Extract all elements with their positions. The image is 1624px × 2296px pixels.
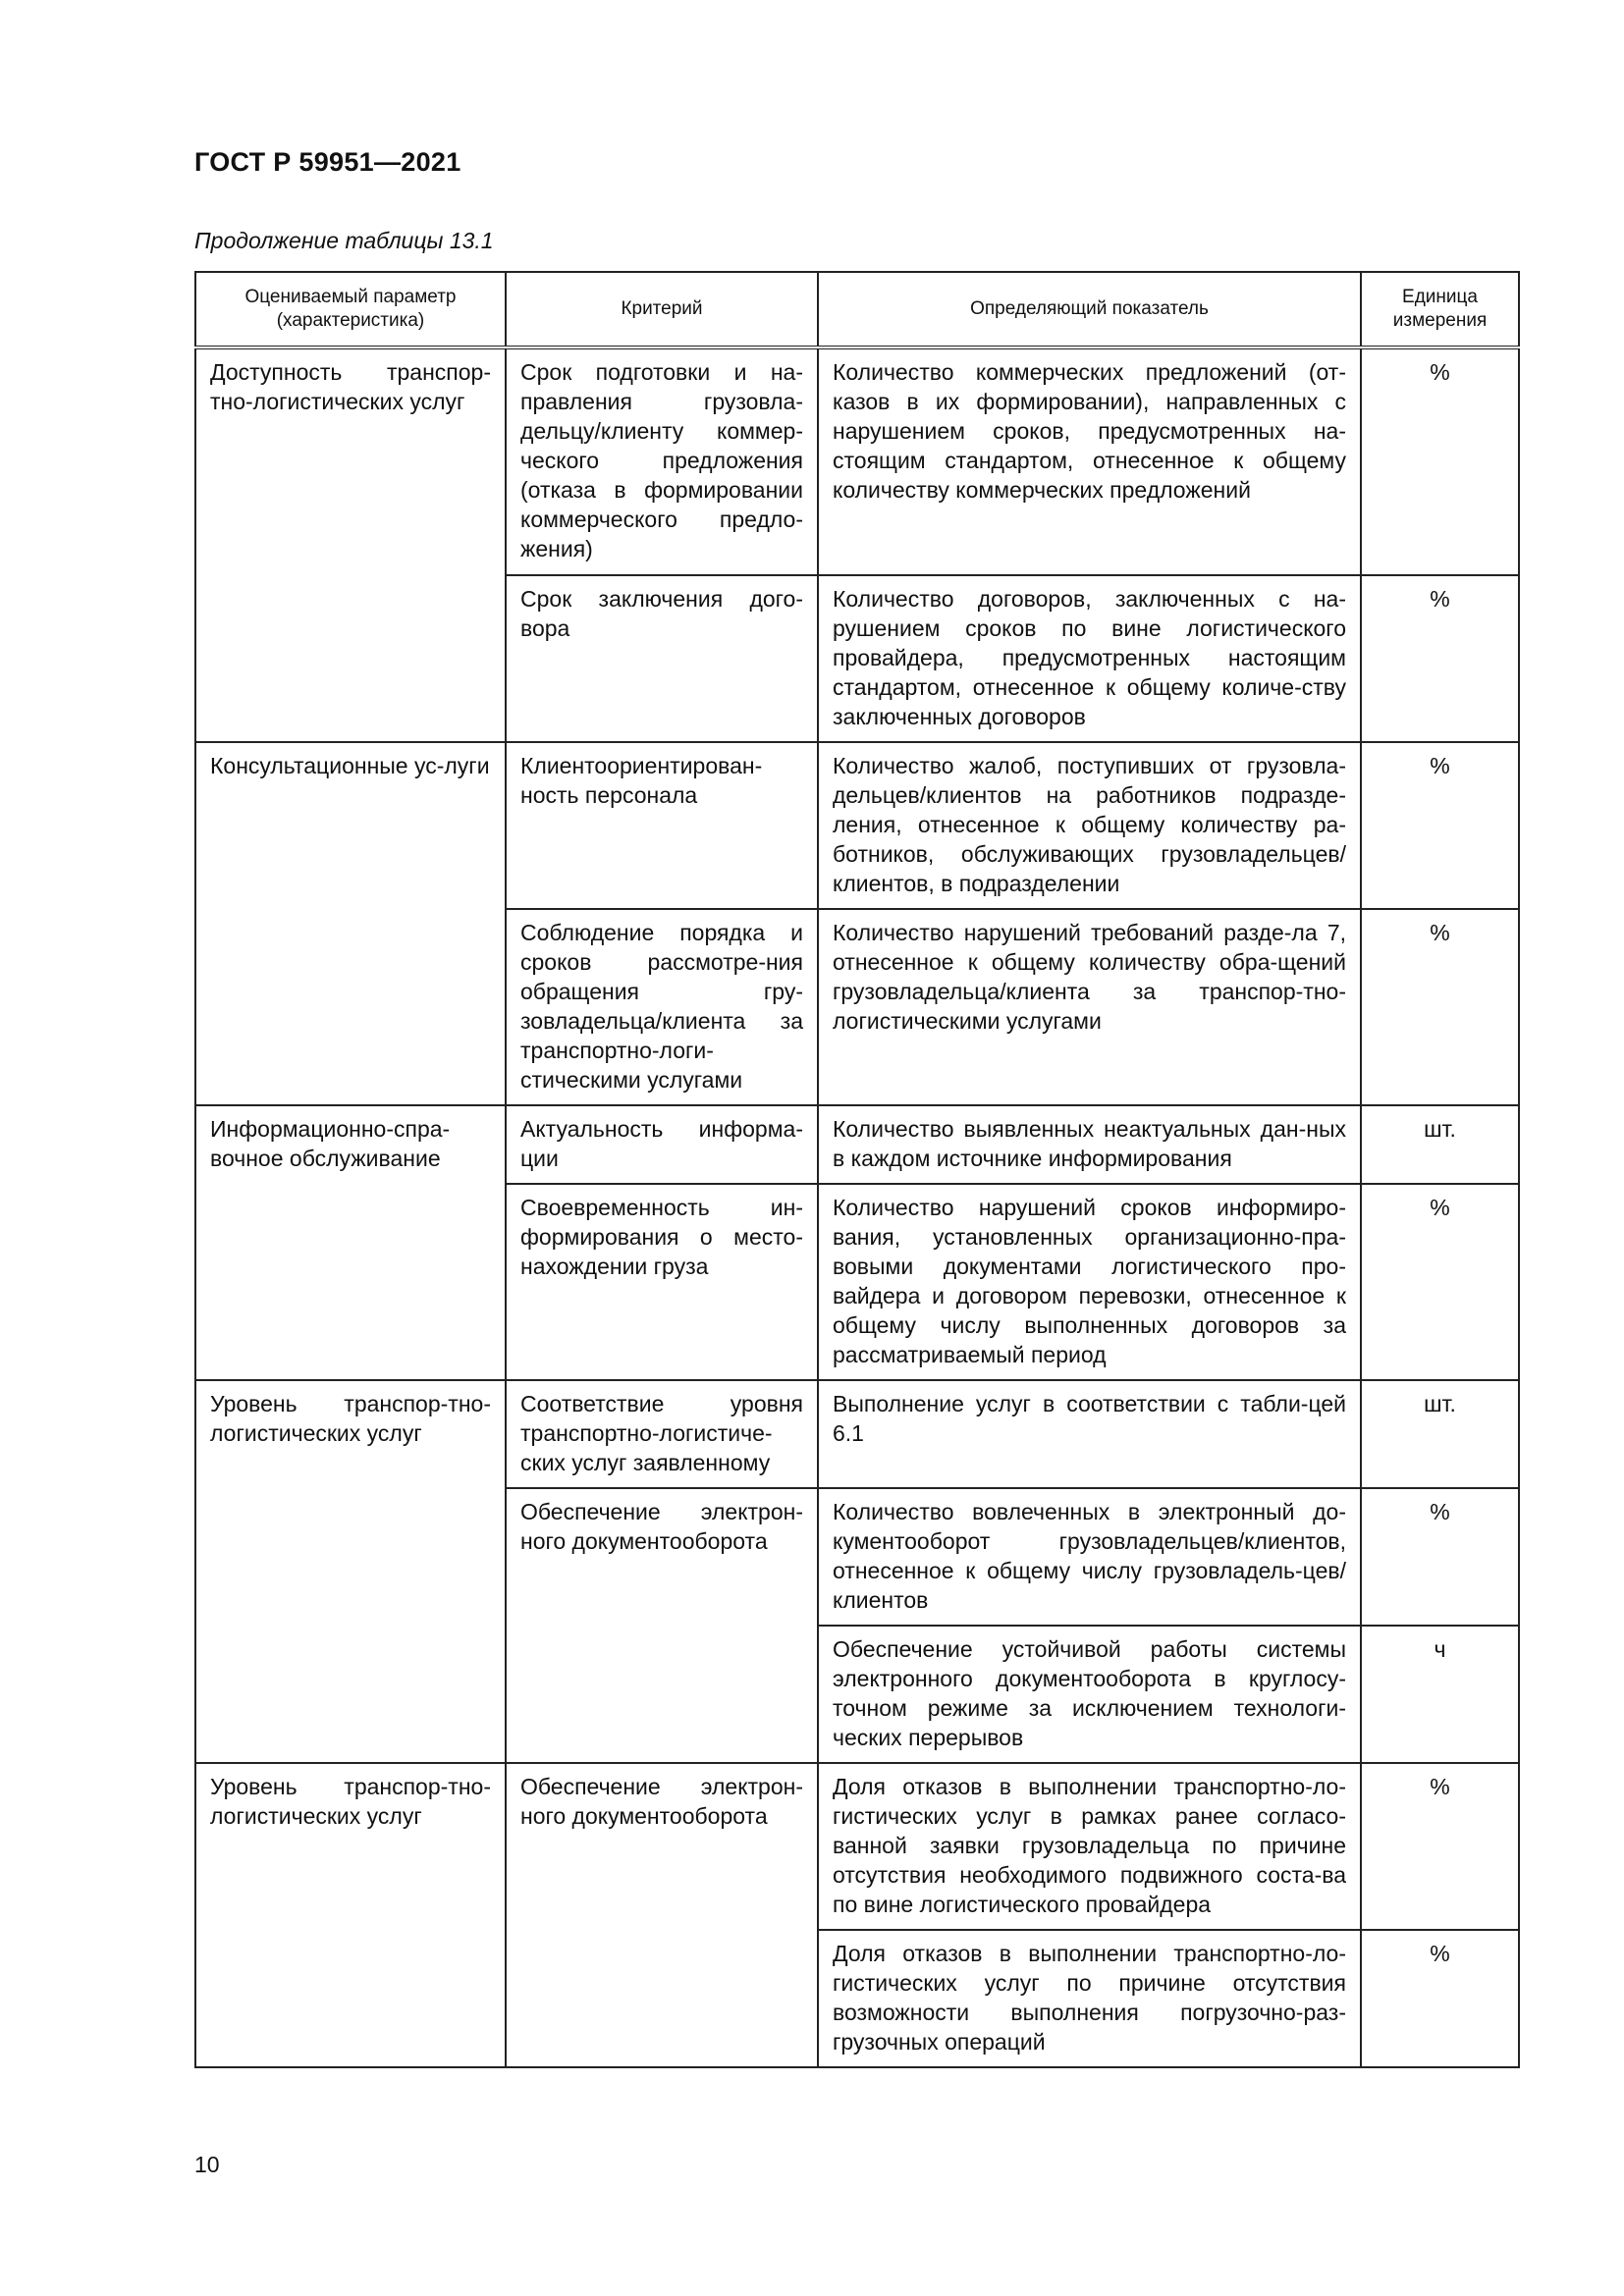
column-header-indicator: Определяющий показатель — [818, 272, 1361, 347]
indicator-cell: Выполнение услуг в соответствии с табли-цей 6.1 — [818, 1380, 1361, 1488]
indicator-cell: Количество нарушений сроков информиро-вания, установленных организационно-пра-вовыми документами логистического про-вайдера и договором перевозки, отнесенное к общему числу выполненных договоров за рассматриваемый период — [818, 1184, 1361, 1380]
unit-cell: % — [1361, 1763, 1519, 1930]
unit-cell: ч — [1361, 1626, 1519, 1763]
unit-cell: % — [1361, 1930, 1519, 2067]
unit-cell: % — [1361, 347, 1519, 575]
column-header-unit: Единица измерения — [1361, 272, 1519, 347]
unit-cell: шт. — [1361, 1105, 1519, 1184]
table-row — [195, 742, 1519, 909]
unit-cell: % — [1361, 575, 1519, 742]
criterion-cell: Срок подготовки и на-правления грузовла-дельцу/клиенту коммер-ческого предложения (отказа в формировании коммерческого предло-жения) — [506, 347, 818, 575]
criterion-cell: Соответствие уровня транспортно-логистиче-ских услуг заявленному — [506, 1380, 818, 1488]
document-header: ГОСТ Р 59951—2021 — [194, 147, 461, 177]
indicator-cell: Количество договоров, заключенных с на-рушением сроков по вине логистического провайдера, предусмотренных настоящим стандартом, отнесенное к общему количе-ству заключенных договоров — [818, 575, 1361, 742]
indicator-cell: Доля отказов в выполнении транспортно-ло-гистических услуг по причине отсутствия возможности выполнения погрузочно-раз-грузочных операций — [818, 1930, 1361, 2067]
unit-cell: шт. — [1361, 1380, 1519, 1488]
indicator-cell: Количество вовлеченных в электронный до-кументооборот грузовладельцев/клиентов, отнесенное к общему числу грузовладель-цев/клиентов — [818, 1488, 1361, 1626]
page-number: 10 — [194, 2152, 220, 2177]
table-row — [195, 347, 1519, 575]
parameter-cell: Консультационные ус-луги — [195, 742, 506, 1105]
parameter-cell: Информационно-спра-вочное обслуживание — [195, 1105, 506, 1380]
column-header-parameter: Оцениваемый параметр (характеристика) — [195, 272, 506, 347]
unit-cell: % — [1361, 909, 1519, 1105]
table-header-row — [195, 272, 1519, 347]
indicator-cell: Доля отказов в выполнении транспортно-ло-гистических услуг в рамках ранее согласо-ванной заявки грузовладельца по причине отсутствия необходимого подвижного соста-ва по вине логистического провайдера — [818, 1763, 1361, 1930]
criterion-cell: Своевременность ин-формирования о место-нахождении груза — [506, 1184, 818, 1380]
criterion-cell: Клиентоориентирован-ность персонала — [506, 742, 818, 909]
criterion-cell: Срок заключения дого-вора — [506, 575, 818, 742]
column-header-criterion: Критерий — [506, 272, 818, 347]
unit-cell: % — [1361, 742, 1519, 909]
parameter-cell: Уровень транспор-тно-логистических услуг — [195, 1763, 506, 2067]
indicator-cell: Количество нарушений требований разде-ла 7, отнесенное к общему количеству обра-щений грузовладельца/клиента за транспор-тно-логистическими услугами — [818, 909, 1361, 1105]
unit-cell: % — [1361, 1184, 1519, 1380]
criterion-cell: Соблюдение порядка и сроков рассмотре-ния обращения гру-зовладельца/клиента за транспортно-логи-стическими услугами — [506, 909, 818, 1105]
criteria-table — [194, 271, 1520, 2068]
indicator-cell: Обеспечение устойчивой работы системы электронного документооборота в круглосу-точном режиме за исключением технологи-ческих перерывов — [818, 1626, 1361, 1763]
table-row — [195, 1105, 1519, 1184]
table-row — [195, 1763, 1519, 1930]
parameter-cell: Уровень транспор-тно-логистических услуг — [195, 1380, 506, 1763]
indicator-cell: Количество коммерческих предложений (от-казов в их формировании), направленных с нарушением сроков, предусмотренных на-стоящим стандартом, отнесенное к общему количеству коммерческих предложений — [818, 347, 1361, 575]
criterion-cell: Обеспечение электрон-ного документооборота — [506, 1488, 818, 1763]
unit-cell: % — [1361, 1488, 1519, 1626]
indicator-cell: Количество выявленных неактуальных дан-ных в каждом источнике информирования — [818, 1105, 1361, 1184]
parameter-cell: Доступность транспор-тно-логистических услуг — [195, 347, 506, 742]
criterion-cell: Актуальность информа-ции — [506, 1105, 818, 1184]
indicator-cell: Количество жалоб, поступивших от грузовла-дельцев/клиентов на работников подразде-ления, отнесенное к общему количеству ра-ботников, обслуживающих грузовладельцев/ клиентов, в подразделении — [818, 742, 1361, 909]
criterion-cell: Обеспечение электрон-ного документооборота — [506, 1763, 818, 2067]
table-row — [195, 1380, 1519, 1488]
table-caption: Продолжение таблицы 13.1 — [194, 228, 494, 253]
